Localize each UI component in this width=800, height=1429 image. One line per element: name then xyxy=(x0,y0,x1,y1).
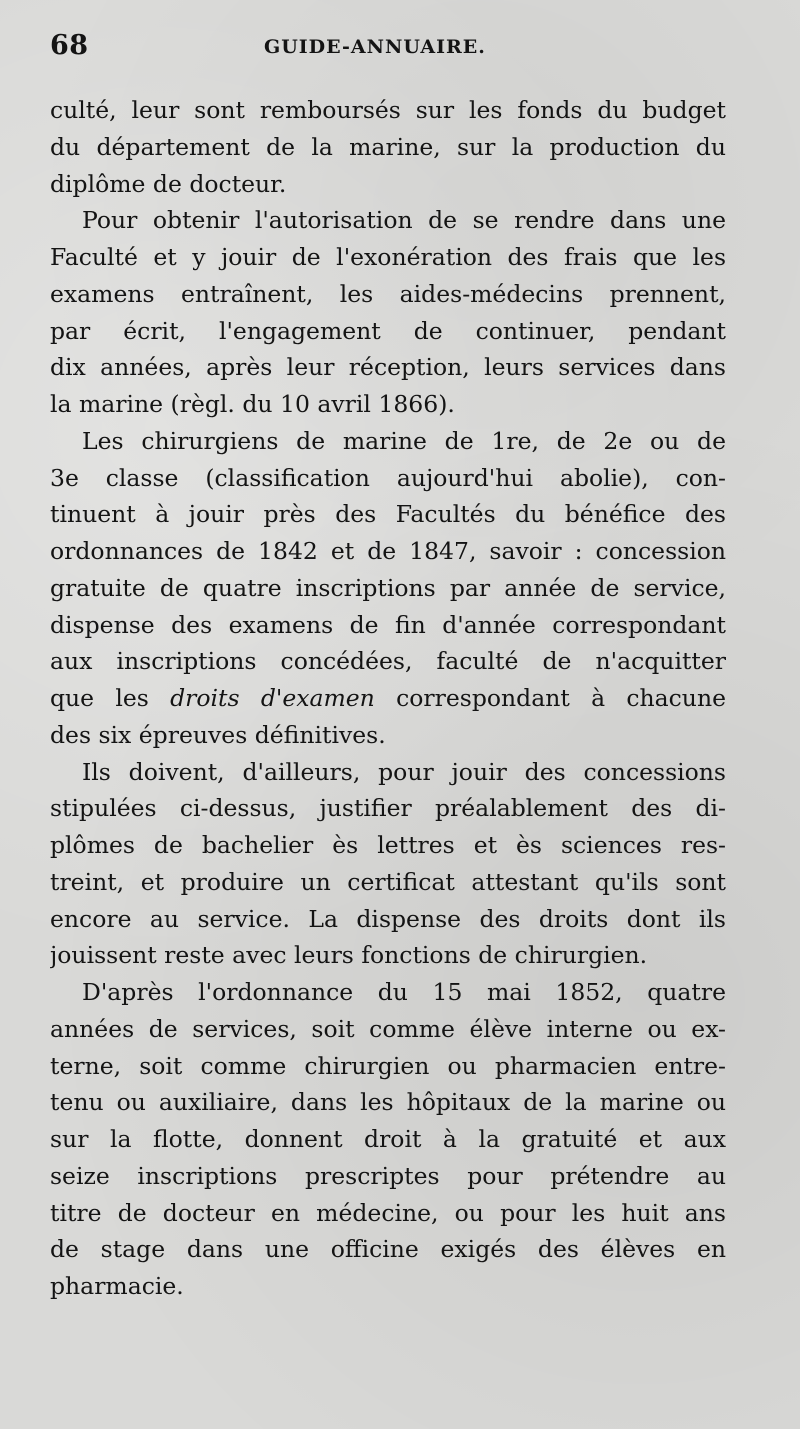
text-line: la marine (règl. du 10 avril 1866). xyxy=(50,390,455,418)
text-segment: correspondant à chacune xyxy=(374,684,726,712)
running-title: GUIDE-ANNUAIRE. xyxy=(264,36,486,58)
text-line: ordonnances de 1842 et de 1847, savoir : concession xyxy=(50,537,726,565)
italic-phrase: droits d'examen xyxy=(170,684,375,712)
text-line: stipulées ci-dessus, justifier préalablement des di- xyxy=(50,794,726,823)
text-line: culté, leur sont remboursés sur les fonds du budget xyxy=(50,96,726,124)
page-number: 68 xyxy=(50,30,89,61)
text-line: années de services, soit comme élève interne ou ex- xyxy=(50,1014,726,1043)
text-line: Pour obtenir l'autorisation de se rendre dans une xyxy=(82,206,726,235)
text-line: titre de docteur en médecine, ou pour les huit ans xyxy=(50,1198,726,1227)
text-line: Ils doivent, d'ailleurs, pour jouir des concessions xyxy=(82,757,726,786)
text-segment: que les xyxy=(50,684,171,712)
text-line: sur la flotte, donnent droit à la gratuité et aux xyxy=(50,1125,726,1153)
text-line: diplôme de docteur. xyxy=(50,169,287,198)
text-line: examens entraînent, les aides-médecins prennent, xyxy=(50,279,726,308)
text-line: plômes de bachelier ès lettres et ès sciences res- xyxy=(50,831,726,859)
text-line: gratuite de quatre inscriptions par année de service, xyxy=(50,573,726,602)
text-line: Les chirurgiens de marine de 1re, de 2e ou de xyxy=(82,426,726,455)
text-line: dispense des examens de fin d'année correspondant xyxy=(50,610,726,639)
text-line: pharmacie. xyxy=(50,1272,184,1300)
text-line: de stage dans une officine exigés des élèves en xyxy=(50,1235,726,1264)
text-line: treint, et produire un certificat attestant qu'ils sont xyxy=(50,867,726,896)
text-line: seize inscriptions prescriptes pour prétendre au xyxy=(50,1161,726,1190)
text-line: tinuent à jouir près des Facultés du bénéfice des xyxy=(50,500,726,529)
text-line: terne, soit comme chirurgien ou pharmacien entre- xyxy=(50,1051,726,1080)
text-line: aux inscriptions concédées, faculté de n'acquitter xyxy=(50,647,726,676)
text-line: dix années, après leur réception, leurs services dans xyxy=(50,353,726,382)
text-line: tenu ou auxiliaire, dans les hôpitaux de la marine ou xyxy=(50,1088,726,1117)
text-line: encore au service. La dispense des droits dont ils xyxy=(50,904,726,933)
text-line-with-italic xyxy=(50,680,726,717)
text-line: des six épreuves définitives. xyxy=(50,720,386,749)
body-text xyxy=(50,92,726,1305)
text-line: du département de la marine, sur la production du xyxy=(50,132,726,161)
running-head xyxy=(50,30,740,70)
text-line: jouissent reste avec leurs fonctions de chirurgien. xyxy=(50,941,648,970)
text-line: D'après l'ordonnance du 15 mai 1852, quatre xyxy=(82,978,726,1006)
text-line: par écrit, l'engagement de continuer, pendant xyxy=(50,316,726,345)
text-line: 3e classe (classification aujourd'hui abolie), con- xyxy=(50,463,726,492)
text-line: Faculté et y jouir de l'exonération des frais que les xyxy=(50,243,726,271)
